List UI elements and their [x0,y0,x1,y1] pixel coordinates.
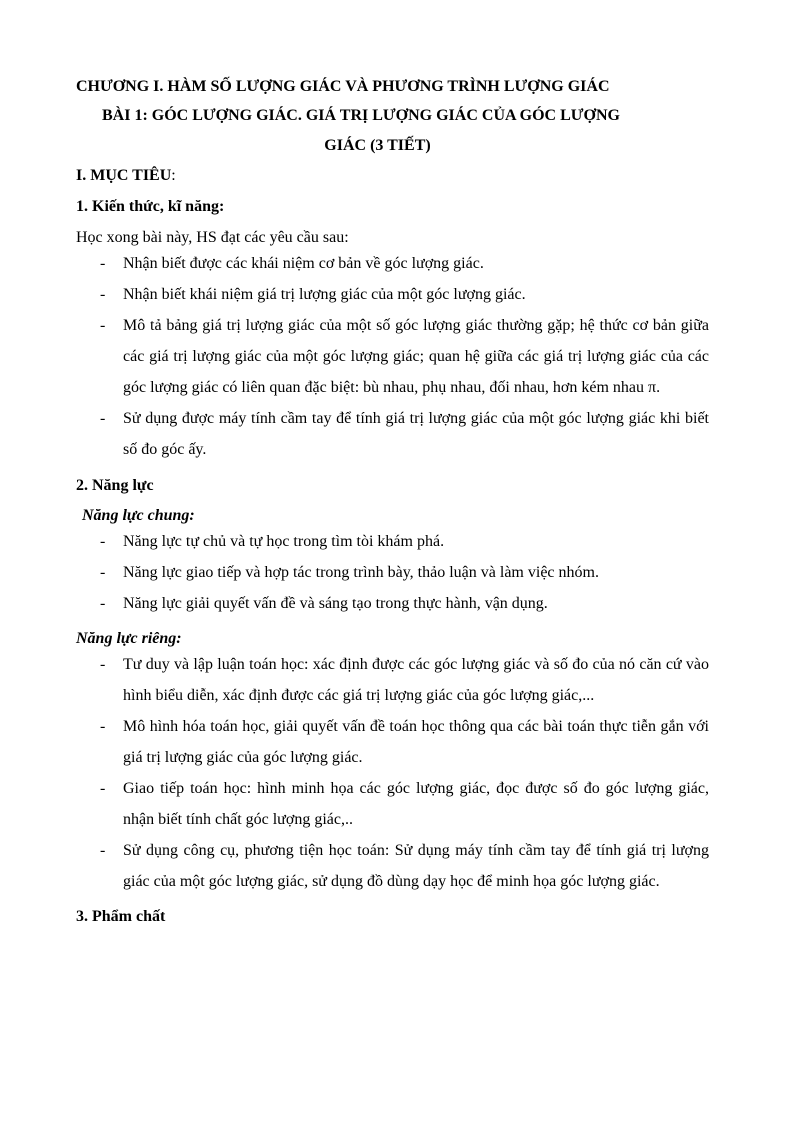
knowledge-heading: 1. Kiến thức, kĩ năng: [76,198,225,215]
general-competence-list [76,526,709,619]
dash-marker: - [100,564,106,581]
list-item-text: Nhận biết khái niệm giá trị lượng giác của một góc lượng giác. [123,286,526,303]
dash-marker: - [100,780,106,797]
list-item [76,403,709,465]
dash-marker: - [100,286,106,303]
dash-marker: - [100,718,106,735]
list-item-text: Tư duy và lập luận toán học: xác định được các góc lượng giác và số đo của nó căn cứ vào hình biểu diễn, xác định được các giá trị lượng giác của góc lượng giác,... [123,656,709,704]
list-item [76,248,709,279]
competence-heading: 2. Năng lực [76,477,154,494]
list-item [76,649,709,711]
list-item-text: Năng lực giải quyết vấn đề và sáng tạo trong thực hành, vận dụng. [123,595,548,612]
knowledge-list [76,248,709,465]
list-item-text: Giao tiếp toán học: hình minh họa các góc lượng giác, đọc được số đo góc lượng giác, nhận biết tính chất góc lượng giác,.. [123,780,709,828]
dash-marker: - [100,410,106,427]
section-objectives-colon: : [171,167,176,184]
list-item [76,835,709,897]
list-item [76,557,709,588]
section-objectives-label: I. MỤC TIÊU [76,167,172,184]
dash-marker: - [100,255,106,272]
chapter-title: CHƯƠNG I. HÀM SỐ LƯỢNG GIÁC VÀ PHƯƠNG TRÌNH LƯỢNG GIÁC [76,78,610,95]
knowledge-intro: Học xong bài này, HS đạt các yêu cầu sau: [76,229,349,246]
qualities-heading: 3. Phẩm chất [76,908,166,925]
list-item-text: Mô hình hóa toán học, giải quyết vấn đề toán học thông qua các bài toán thực tiễn gắn với giá trị lượng giác của góc lượng giác. [123,718,709,766]
lesson-title-line-1: BÀI 1: GÓC LƯỢNG GIÁC. GIÁ TRỊ LƯỢNG GIÁC CỦA GÓC LƯỢNG [102,107,620,124]
lesson-title-line-2: GIÁC (3 TIẾT) [324,137,431,154]
list-item-text: Sử dụng được máy tính cầm tay để tính giá trị lượng giác của một góc lượng giác khi biết số đo góc ấy. [123,410,709,458]
general-competence-heading: Năng lực chung: [82,507,195,524]
list-item [76,711,709,773]
dash-marker: - [100,317,106,334]
list-item [76,279,709,310]
list-item [76,773,709,835]
dash-marker: - [100,656,106,673]
specific-competence-list [76,649,709,897]
list-item [76,310,709,403]
list-item-text: Năng lực giao tiếp và hợp tác trong trình bày, thảo luận và làm việc nhóm. [123,564,599,581]
list-item [76,588,709,619]
list-item-text: Mô tả bảng giá trị lượng giác của một số góc lượng giác thường gặp; hệ thức cơ bản giữa các giá trị lượng giác của một góc lượng giác; quan hệ giữa các giá trị lượng giác của các góc lượng giác có liên quan đặc biệt: bù nhau, phụ nhau, đối nhau, hơn kém nhau π. [123,317,709,396]
dash-marker: - [100,533,106,550]
list-item-text: Sử dụng công cụ, phương tiện học toán: Sử dụng máy tính cầm tay để tính giá trị lượng giác của một góc lượng giác, sử dụng đồ dùng dạy học để minh họa góc lượng giác. [123,842,709,890]
dash-marker: - [100,842,106,859]
section-objectives-heading [76,166,709,186]
list-item-text: Năng lực tự chủ và tự học trong tìm tòi khám phá. [123,533,445,550]
specific-competence-heading: Năng lực riêng: [76,630,182,647]
list-item-text: Nhận biết được các khái niệm cơ bản về góc lượng giác. [123,255,484,272]
dash-marker: - [100,595,106,612]
list-item [76,526,709,557]
